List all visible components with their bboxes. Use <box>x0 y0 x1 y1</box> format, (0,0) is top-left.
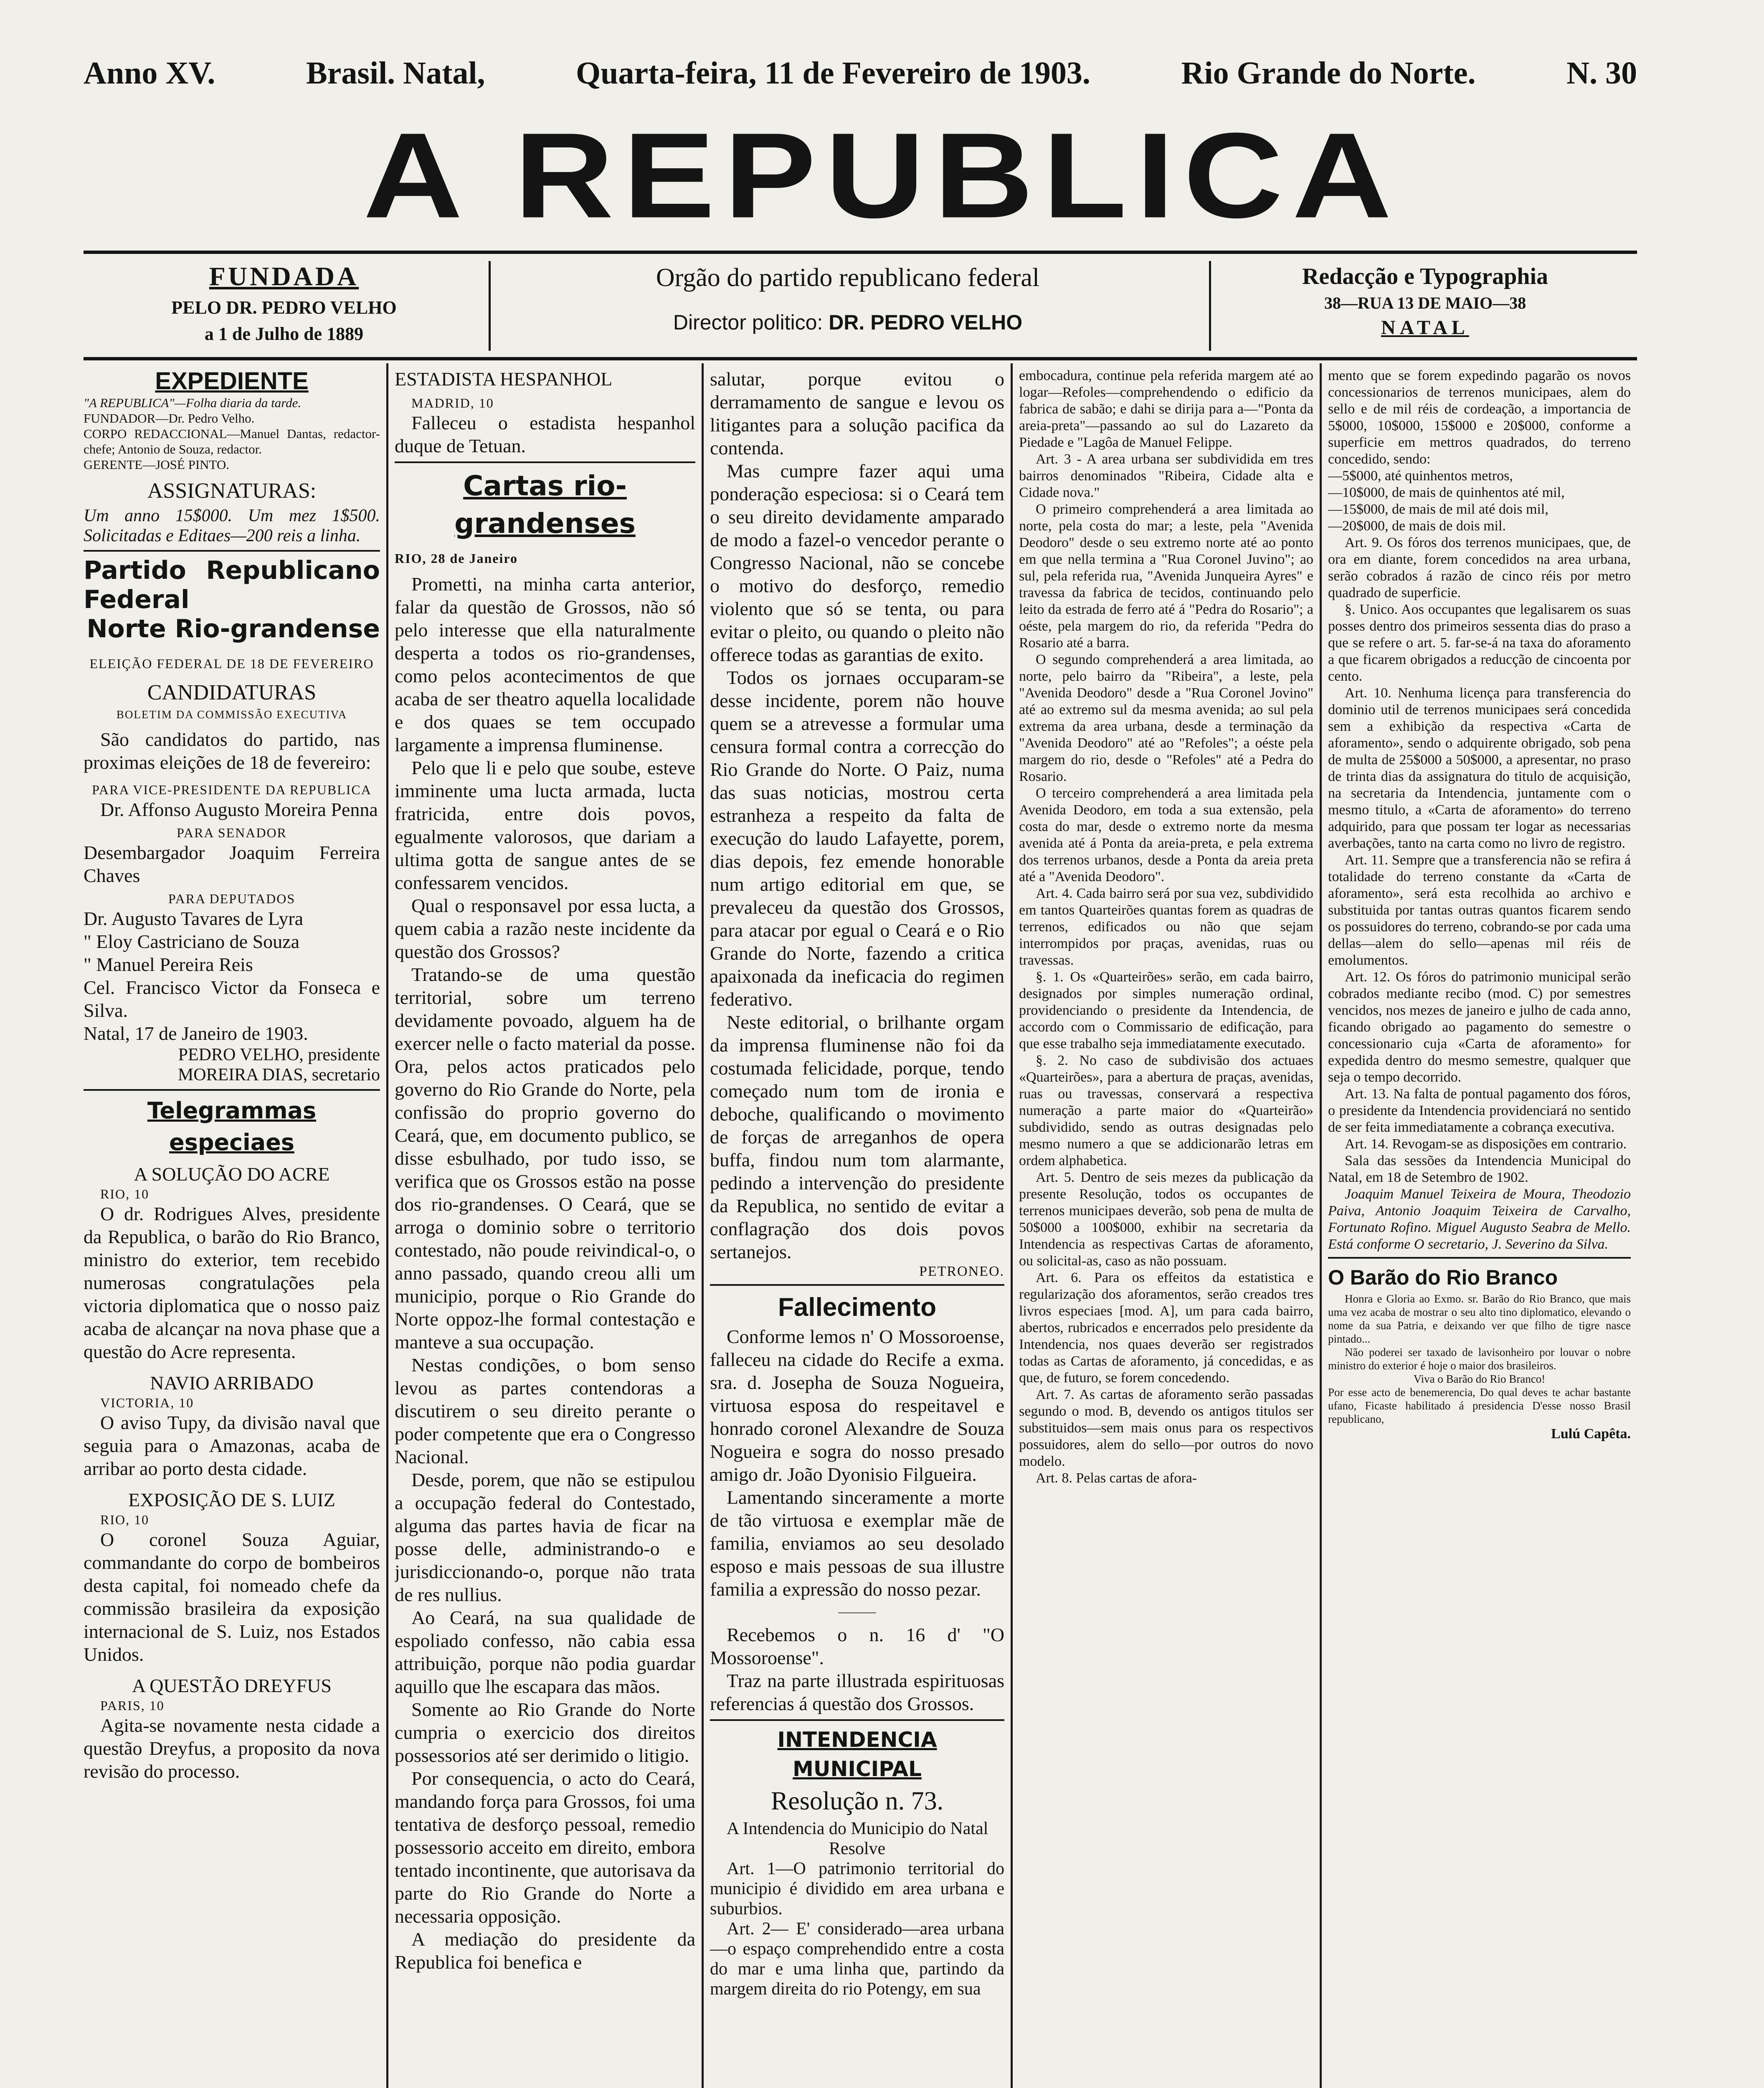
column-3 <box>710 367 1004 2088</box>
resolucao-article: Art. 12. Os fóros do patrimonio municipal serão cobrados mediante recibo (mod. C) por semestres vencidos, nos mezes de janeiro e julho de cada anno, ficando obrigado ao pagamento do semestre o concessionario cuja «Carta de aforamento» for expedida dentro do mesmo semestre, qualquer que seja o tempo decorrido. <box>1328 969 1631 1085</box>
deputado-name: Dr. Augusto Tavares de Lyra <box>84 908 304 929</box>
dreyfus-title: A QUESTÃO DREYFUS <box>132 1675 332 1696</box>
candidatos-intro: São candidatos do partido, nas proximas eleições de 18 de fevereiro: <box>84 729 380 773</box>
redaccao-line3: NATAL <box>1381 317 1469 339</box>
resolucao-date: Sala das sessões da Intendencia Municipal do Natal, em 18 de Setembro de 1902. <box>1328 1153 1631 1185</box>
redaccao-line2: 38—RUA 13 DE MAIO—38 <box>1324 294 1526 312</box>
separator <box>84 550 380 552</box>
separator <box>1328 1257 1631 1259</box>
expediente-line: FUNDADOR—Dr. Pedro Velho. <box>84 411 255 426</box>
cartas-paragraph: Prometti, na minha carta anterior, falar da questão de Grossos, não só pelo interesse que ella naturalmente desperta a todos os rio-grandenses, como pelos acontecimentos de que acaba de ser theatro aquella localidade e dos quaes se tem occupado largamente a imprensa fluminense. <box>395 573 695 755</box>
expediente-line: GERENTE—JOSÉ PINTO. <box>84 457 230 472</box>
orgao-line2 <box>493 310 1203 334</box>
fundada-line1: FUNDADA <box>209 261 359 291</box>
fundada-line2: PELO DR. PEDRO VELHO <box>171 297 397 318</box>
barao-author: Lulú Capêta. <box>1551 1426 1631 1442</box>
resolucao-article: Art. 3 - A area urbana ser subdividida em tres bairros denominados "Ribeira, Cidade alta e Cidade nova." <box>1019 451 1313 500</box>
estadista-text: Falleceu o estadista hespanhol duque de Tetuan. <box>395 412 695 456</box>
dreyfus-text: Agita-se novamente nesta cidade a questão Dreyfus, a proposito da nova revisão do processo. <box>84 1715 380 1782</box>
barao-verse: Por esse acto de benemerencia, Do qual deves te achar bastante ufano, Ficaste habilitado á presidencia D'esse nosso Brasil republicano, <box>1328 1386 1631 1425</box>
column-rule <box>386 363 388 2088</box>
orgao-block <box>493 263 1203 334</box>
resolucao-article: Art. 2— E' considerado—area urbana—o espaço comprehendido entre a costa do mar e uma linha que, partindo da margem direita do rio Potengy, em sua <box>710 1919 1004 1999</box>
cartas-paragraph: Neste editorial, o brilhante orgam da imprensa fluminense não foi da costumada felicidade, porque, tendo começado num tom de ironia e deboche, qualificando o movimento de forças de arreganhos de opera buffa, findou num tom alarmante, pedindo a intervenção do presidente da Republica, no sentido de evitar a conflagração dos dois povos sertanejos. <box>710 1011 1004 1262</box>
vice-name: Dr. Affonso Augusto Moreira Penna <box>100 799 378 820</box>
barao-text: Honra e Gloria ao Exmo. sr. Barão do Rio Branco, que mais uma vez acaba de mostrar o seu alto tino diplomatico, elevando o nome da sua Patria, e deixando ver que filho de tigre nasce pintado... <box>1328 1292 1631 1345</box>
estadista-place: MADRID, 10 <box>411 395 494 411</box>
expediente-title: EXPEDIENTE <box>155 367 309 395</box>
signature: PEDRO VELHO, presidente <box>178 1045 380 1064</box>
separator <box>395 461 695 463</box>
acre-text: O dr. Rodrigues Alves, presidente da Republica, o barão do Rio Branco, ministro do exterior, tem recebido numerosas congratulações pela victoria diplomatica que o nosso paiz acaba de alcançar na nova phase que a questão do Acre representa. <box>84 1203 380 1362</box>
cartas-paragraph: Somente ao Rio Grande do Norte cumpria o exercicio dos direitos possessorios até ser derimido o litigio. <box>395 1699 695 1766</box>
vice-label: PARA VICE-PRESIDENTE DA REPUBLICA <box>92 782 372 797</box>
navio-title: NAVIO ARRIBADO <box>150 1372 314 1394</box>
cartas-continued: salutar, porque evitou o derramamento de sangue e levou os litigantes para a solução pacifica da contenda. <box>710 368 1004 459</box>
signature: MOREIRA DIAS, secretario <box>177 1065 380 1085</box>
tabela-line: —10$000, de mais de quinhentos até mil, <box>1328 485 1565 500</box>
resolucao-article: Art. 11. Sempre que a transferencia não se refira á totalidade do terreno constante da «Carta de aforamento», será esta recolhida ao archivo e substituida por tantas outras quantos ficarem sendo os possuidores do terreno, cobrando-se por cada uma dellas—alem do sello—apenas mil réis de emolumentos. <box>1328 852 1631 968</box>
boletim-date: Natal, 17 de Janeiro de 1903. <box>84 1023 308 1044</box>
column-5 <box>1328 367 1631 2088</box>
column-rule <box>1320 363 1322 2088</box>
recebemos-note: Recebemos o n. 16 d' "O Mossoroense". <box>710 1624 1004 1668</box>
boletim-heading: BOLETIM DA COMMISSÃO EXECUTIVA <box>116 708 347 721</box>
cartas-signature: PETRONEO. <box>919 1264 1004 1279</box>
dateline-estado: Rio Grande do Norte. <box>1181 56 1476 91</box>
intendencia-title: INTENDENCIA MUNICIPAL <box>777 1728 937 1781</box>
resolucao-article: Art. 7. As cartas de aforamento serão passadas segundo o mod. B, devendo os antigos titulos ser substituidos—sem mais onus para os respectivos possuidores, alem do sello—por outros do novo modelo. <box>1019 1387 1313 1469</box>
dateline-numero: N. 30 <box>1566 56 1637 91</box>
resolve-label: Resolve <box>829 1839 886 1858</box>
resolucao-article: Art. 1—O patrimonio territorial do municipio é dividido em area urbana e suburbios. <box>710 1859 1004 1918</box>
fallecimento-paragraph: Conforme lemos n' O Mossoroense, falleceu na cidade do Recife a exma. sra. d. Josepha de Souza Nogueira, virtuosa esposa do respeitavel e honrado coronel Alexandre de Souza Nogueira e sogra do nosso presado amigo dr. João Dyonisio Filgueira. <box>710 1326 1004 1485</box>
resolucao-article: §. 2. No caso de subdivisão dos actuaes «Quarteirões», para a abertura de praças, avenidas, ruas ou travessas, conservará a respectiva numeração a parte maior do «Quarteirão» subdividido, sendo as outras designadas pelo mesmo numero a que se addicionarão letras em ordem alphabetica. <box>1019 1053 1313 1168</box>
fallecimento-paragraph: Lamentando sinceramente a morte de tão virtuosa e exemplar mãe de familia, enviamos ao seu desolado esposo e mais pessoas de sua illustre familia a expressão do nosso pezar. <box>710 1487 1004 1600</box>
barao-title: O Barão do Rio Branco <box>1328 1266 1558 1289</box>
fundada-block <box>96 261 472 345</box>
column-1 <box>84 367 380 2088</box>
resolucao-article: Art. 8. Pelas cartas de afora- <box>1036 1470 1197 1486</box>
resolucao-article: §. Unico. Aos occupantes que legalisarem os suas posses dentro dos primeiros sessenta dias do praso a que se refere o art. 5. far-se-á na taxa do aforamento a que ficarem obrigados a reducção de cincoenta por cento. <box>1328 602 1631 684</box>
resolucao-signatories: Joaquim Manuel Teixeira de Moura, Theodozio Paiva, Antonio Joaquim Teixeira de Carvalho, Fortunato Rofino. Miguel Augusto Seabra de Mello. Está conforme O secretario, J. Severino da Silva. <box>1328 1186 1631 1252</box>
separator <box>84 1089 380 1091</box>
dateline-local: Brasil. Natal, <box>306 56 485 91</box>
intendencia-intro: A Intendencia do Municipio do Natal <box>727 1819 988 1838</box>
resolucao-article: §. 1. Os «Quarteirões» serão, em cada bairro, designados por simples numeração ordinal, providenciando o presidente da Intendencia, de accordo com o Commissario de edificação, para que esse trabalho seja immediatamente executado. <box>1019 969 1313 1052</box>
resolucao-article: Art. 4. Cada bairro será por sua vez, subdividido em tantos Quarteirões quantas forem as quadras de terrenos, edificados ou não que sejam interrompidos por praças, avenidas, ruas ou travessas. <box>1019 886 1313 968</box>
traz-note: Traz na parte illustrada espirituosas referencias á questão dos Grossos. <box>710 1670 1004 1714</box>
resolucao-article: Art. 10. Nenhuma licença para transferencia do dominio util de terrenos municipaes será concedida sem a exhibição da respectiva «Carta de aforamento», sendo o adquirente obrigado, sob pena de multa de 25$000 a 50$000, a apresentar, no praso de trinta dias da assignatura do titulo de acquisição, na secretaria da Intendencia, juntamente com o mesmo titulo, a «Carta de aforamento» do terreno adquirido, para que possam ter logar as necessarias averbações, tanto na carta como no livro de registro. <box>1328 685 1631 851</box>
director-name: DR. PEDRO VELHO <box>829 311 1023 334</box>
orgao-line1: Orgão do partido republicano federal <box>656 264 1040 292</box>
tabela-line: —15$000, de mais de mil até dois mil, <box>1328 502 1549 517</box>
subheader-rule <box>84 357 1637 360</box>
cartas-paragraph: Ao Ceará, na sua qualidade de espoliado confesso, não cabia essa attribuição, porque não podia guardar aquillo que lhe escapara das mãos. <box>395 1607 695 1697</box>
resolucao-title: Resolução n. 73. <box>770 1787 944 1815</box>
resolucao-article: Art. 13. Na falta de pontual pagamento dos fóros, o presidente da Intendencia providenciará no sentido de ser feita immediatamente a cobrança executiva. <box>1328 1086 1631 1135</box>
dateline <box>84 55 1637 97</box>
cartas-paragraph: A mediação do presidente da Republica foi benefica e <box>395 1928 695 1973</box>
cartas-paragraph: Todos os jornaes occuparam-se desse incidente, porem não houve quem se a atrevesse a formular uma censura formal contra a correcção do Rio Grande do Norte. O Paiz, numa das suas noticias, mostrou certa estranheza a respeito da falta de execução do laudo Lafayette, porem, dias depois, fez emende honorable num artigo editorial em que, se prevaleceu da questão dos Grossos, para atacar por egual o Ceará e o Rio Grande do Norte, fazendo a critica apaixonada da ineficacia do regimen federativo. <box>710 667 1004 1010</box>
expediente-line: "A REPUBLICA"—Folha diaria da tarde. <box>84 395 302 410</box>
deputado-name: " Manuel Pereira Reis <box>84 954 253 975</box>
assignaturas-title: ASSIGNATURAS: <box>147 479 317 503</box>
deputado-name: " Eloy Castriciano de Souza <box>84 931 299 952</box>
cartas-date: RIO, 28 de Janeiro <box>395 551 518 566</box>
expediente-line: CORPO REDACCIONAL—Manuel Dantas, redactor-chefe; Antonio de Souza, redactor. <box>84 426 380 456</box>
estadista-title: ESTADISTA HESPANHOL <box>395 368 613 390</box>
dateline-anno: Anno XV. <box>84 56 215 91</box>
resolucao-article: Art. 9. Os fóros dos terrenos municipaes, que, de ora em diante, forem concedidos na area urbana, serão cobrados á razão de cinco réis por metro quadrado de superficie. <box>1328 535 1631 601</box>
resolucao-article: O segundo comprehenderá a area limitada, ao norte, pelo bairro da "Ribeira", a leste, pela "Avenida Deodoro" desde a "Rua Coronel Jovino" até ao extremo sul da mesma avenida; ao sul pela extrema da area urbana, desde a terminação da "Avenida Deodoro" até ao "Refoles"; a oéste pela margem do rio, desde o "Refoles" até a Pedra do Rosario. <box>1019 652 1313 784</box>
tabela-line: —5$000, até quinhentos metros, <box>1328 468 1513 484</box>
cartas-paragraph: Por consequencia, o acto do Ceará, mandando força para Grossos, foi uma tentativa de desforço pessoal, remedio possessorio acceito em direito, embora tentado incontinente, que autorisava da parte do Rio Grande do Norte a necessaria opposição. <box>395 1768 695 1927</box>
resolucao-article: O primeiro comprehenderá a area limitada ao norte, pela costa do mar; a leste, pela "Avenida Deodoro" desde o seu extremo norte até ao ponto em que nella termina a "Rua Coronel Juvino"; ao sul, pela referida rua, "Avenida Junqueira Ayres" e travessa da fabrica de tecidos, continuando pelo leito da estrada de ferro até á "Pedra do Rosario"; a oéste, pela margem do rio, da referida "Pedra do Rosario até a barra. <box>1019 502 1313 651</box>
resolucao-continued: mento que se forem expedindo pagarão os novos concessionarios de terrenos municipaes, alem do sello e de mil réis de cordeação, a importancia de 5$000, 10$000, 15$000 e 20$000, conforme a superficie em mettros quadrados, do terreno concedido, sendo: <box>1328 368 1631 467</box>
cartas-paragraph: Tratando-se de uma questão territorial, sobre um terreno devidamente povoado, alguem ha de exercer nelle o facto material da posse. Ora, pelos actos praticados pelo governo do Rio Grande do Norte, pela confissão do proprio governo do Ceará, que, em documento publico, se disse esbulhado, por tudo isso, se verifica que os Grossos estão na posse dos rio-grandenses. O Ceará, que se arroga o dominio sobre o territorio contestado, não poude reivindical-o, o anno passado, quando creou alli um municipio, porque o Rio Grande do Norte oppoz-lhe formal contestação e manteve a sua occupação. <box>395 964 695 1353</box>
director-label: Director politico: <box>673 311 823 334</box>
cartas-paragraph: Nestas condições, o bom senso levou as partes contendoras a discutirem o seu direito perante o poder competente que era o Congresso Nacional. <box>395 1354 695 1467</box>
column-rule <box>702 363 704 2088</box>
masthead-title: A REPUBLICA <box>363 107 1401 243</box>
navio-place: VICTORIA, 10 <box>100 1395 194 1410</box>
redaccao-block <box>1213 263 1637 339</box>
cartas-paragraph: Desde, porem, que não se estipulou a occupação federal do Contestado, alguma das partes havia de ficar na posse delle, administrando-o e jurisdiccionando-o, porque não trata de res nullius. <box>395 1469 695 1605</box>
resolucao-continued: embocadura, continue pela referida margem até ao logar—Refoles—comprehendendo o edificio da fabrica de sabão; e dahi se dirija para a—"Ponta da areia-preta"—passando ao sul do Lazareto da Piedade e "Lagôa de Manuel Felippe. <box>1019 368 1313 450</box>
dateline-data: Quarta-feira, 11 de Fevereiro de 1903. <box>576 56 1090 91</box>
assignaturas-text: Um anno 15$000. Um mez 1$500. Solicitadas e Editaes—200 reis a linha. <box>84 506 380 545</box>
cartas-paragraph: Mas cumpre fazer aqui uma ponderação especiosa: si o Ceará tem o seu direito devidamente amparado de modo a fazel-o vencedor perante o Congresso Nacional, não se concebe o motivo do desforço, remedio violento que só se tenta, ou para evitar o pleito, ou quando o pleito não offerece todas as garantias de exito. <box>710 460 1004 665</box>
acre-place: RIO, 10 <box>100 1186 150 1201</box>
cartas-paragraph: Pelo que li e pelo que soube, esteve imminente uma lucta armada, lucta fratricida, entre dois povos, egualmente valorosos, que dariam a ultima gotta de sangue antes de se confessarem vencidos. <box>395 757 695 893</box>
expo-title: EXPOSIÇÃO DE S. LUIZ <box>128 1489 335 1510</box>
telegrammas-title: Telegrammas especiaes <box>147 1097 317 1155</box>
dreyfus-place: PARIS, 10 <box>100 1698 165 1713</box>
senador-name: Desembargador Joaquim Ferreira Chaves <box>84 842 380 886</box>
acre-title: A SOLUÇÃO DO ACRE <box>134 1163 330 1185</box>
column-2 <box>395 367 695 2088</box>
barao-text: Não poderei ser taxado de lavisonheiro por louvar o nobre ministro do exterior é hoje o maior dos brasileiros. <box>1328 1346 1631 1372</box>
tabela-line: —20$000, de mais de dois mil. <box>1328 518 1506 534</box>
separator-dash: ——— <box>838 1605 876 1619</box>
fundada-line3: a 1 de Julho de 1889 <box>204 324 364 344</box>
resolucao-article: Art. 14. Revogam-se as disposições em contrario. <box>1345 1136 1627 1152</box>
resolucao-article: O terceiro comprehenderá a area limitada pela Avenida Deodoro, em toda a sua extensão, pela costa do mar, desde o extremo norte da mesma avenida até á Ponta da areia-preta, e pela extrema dos terrenos urbanos, desde a Ponta da areia preta até a "Avenida Deodoro". <box>1019 786 1313 884</box>
column-rule <box>1011 363 1013 2088</box>
header-divider-right <box>1209 261 1211 351</box>
resolucao-article: Art. 5. Dentro de seis mezes da publicação da presente Resolução, todos os occupantes de terrenos municipaes deverão, sob pena de multa de 50$000 a 100$000, exhibir na secretaria da Intendencia as respectivas Cartas de aforamento, ou solicital-as, caso as não possuam. <box>1019 1170 1313 1269</box>
senador-label: PARA SENADOR <box>177 825 287 840</box>
masthead-rule <box>84 251 1637 254</box>
navio-text: O aviso Tupy, da divisão naval que seguia para o Amazonas, acaba de arribar ao porto desta cidade. <box>84 1412 380 1479</box>
deputado-name: Cel. Francisco Victor da Fonseca e Silva. <box>84 977 380 1021</box>
eleicao-heading: ELEIÇÃO FEDERAL DE 18 DE FEVEREIRO <box>89 656 374 671</box>
cartas-paragraph: Qual o responsavel por essa lucta, a quem cabia a razão neste incidente da questão dos Grossos? <box>395 895 695 962</box>
separator <box>710 1284 1004 1286</box>
barao-text: Viva o Barão do Rio Branco! <box>1413 1373 1546 1385</box>
partido-title-1: Partido Republicano Federal <box>84 556 380 614</box>
fallecimento-title: Fallecimento <box>778 1293 936 1322</box>
deputados-label: PARA DEPUTADOS <box>168 891 296 906</box>
expo-text: O coronel Souza Aguiar, commandante do corpo de bombeiros desta capital, foi nomeado chefe da commissão brasileira da exposição internacional de S. Luiz, nos Estados Unidos. <box>84 1529 380 1665</box>
candidaturas-heading: CANDIDATURAS <box>147 681 317 704</box>
expo-place: RIO, 10 <box>100 1512 150 1527</box>
redaccao-line1: Redacção e Typographia <box>1302 264 1549 289</box>
separator <box>710 1719 1004 1721</box>
partido-title-2: Norte Rio-grandense <box>86 614 380 644</box>
cartas-title: Cartas rio-grandenses <box>454 470 636 540</box>
resolucao-article: Art. 6. Para os effeitos da estatistica e regularização dos aforamentos, serão creados tres livros especiaes [mod. A], um para cada bairro, abertos, rubricados e encerrados pelo presidente da Intendencia, nos quaes deverão ser registrados todas as Cartas de aforamento, já concedidas, e as que, de futuro, se forem concedendo. <box>1019 1270 1313 1386</box>
header-divider-left <box>489 261 491 351</box>
column-4 <box>1019 367 1313 2088</box>
